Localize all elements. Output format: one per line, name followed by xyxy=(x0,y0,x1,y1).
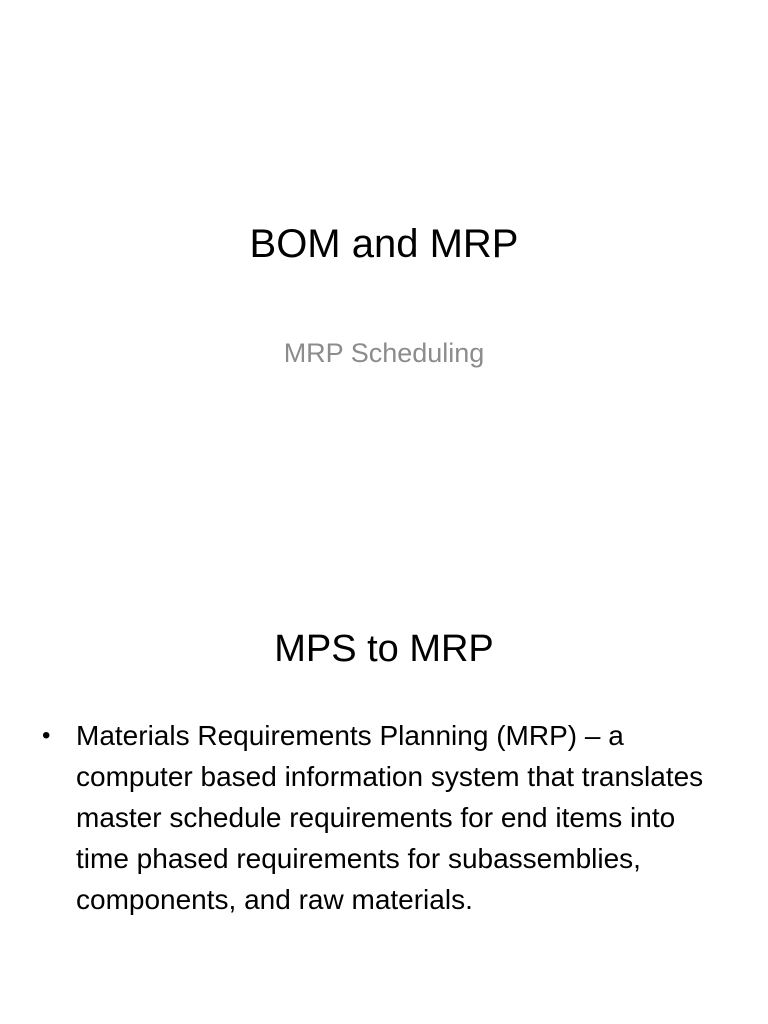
slide-title: MPS to MRP xyxy=(274,628,494,670)
slide-title: BOM and MRP xyxy=(249,222,519,266)
bullet-list xyxy=(42,715,722,920)
slide-subtitle: MRP Scheduling xyxy=(283,338,485,368)
bullet-marker: • xyxy=(42,722,51,749)
content-slide xyxy=(0,576,768,1024)
bullet-item xyxy=(42,715,722,920)
bullet-text: Materials Requirements Planning (MRP) – a computer based information system that translates master schedule requirements for end items into time phased requirements for subassemblies, components, and raw materials. xyxy=(76,720,704,915)
